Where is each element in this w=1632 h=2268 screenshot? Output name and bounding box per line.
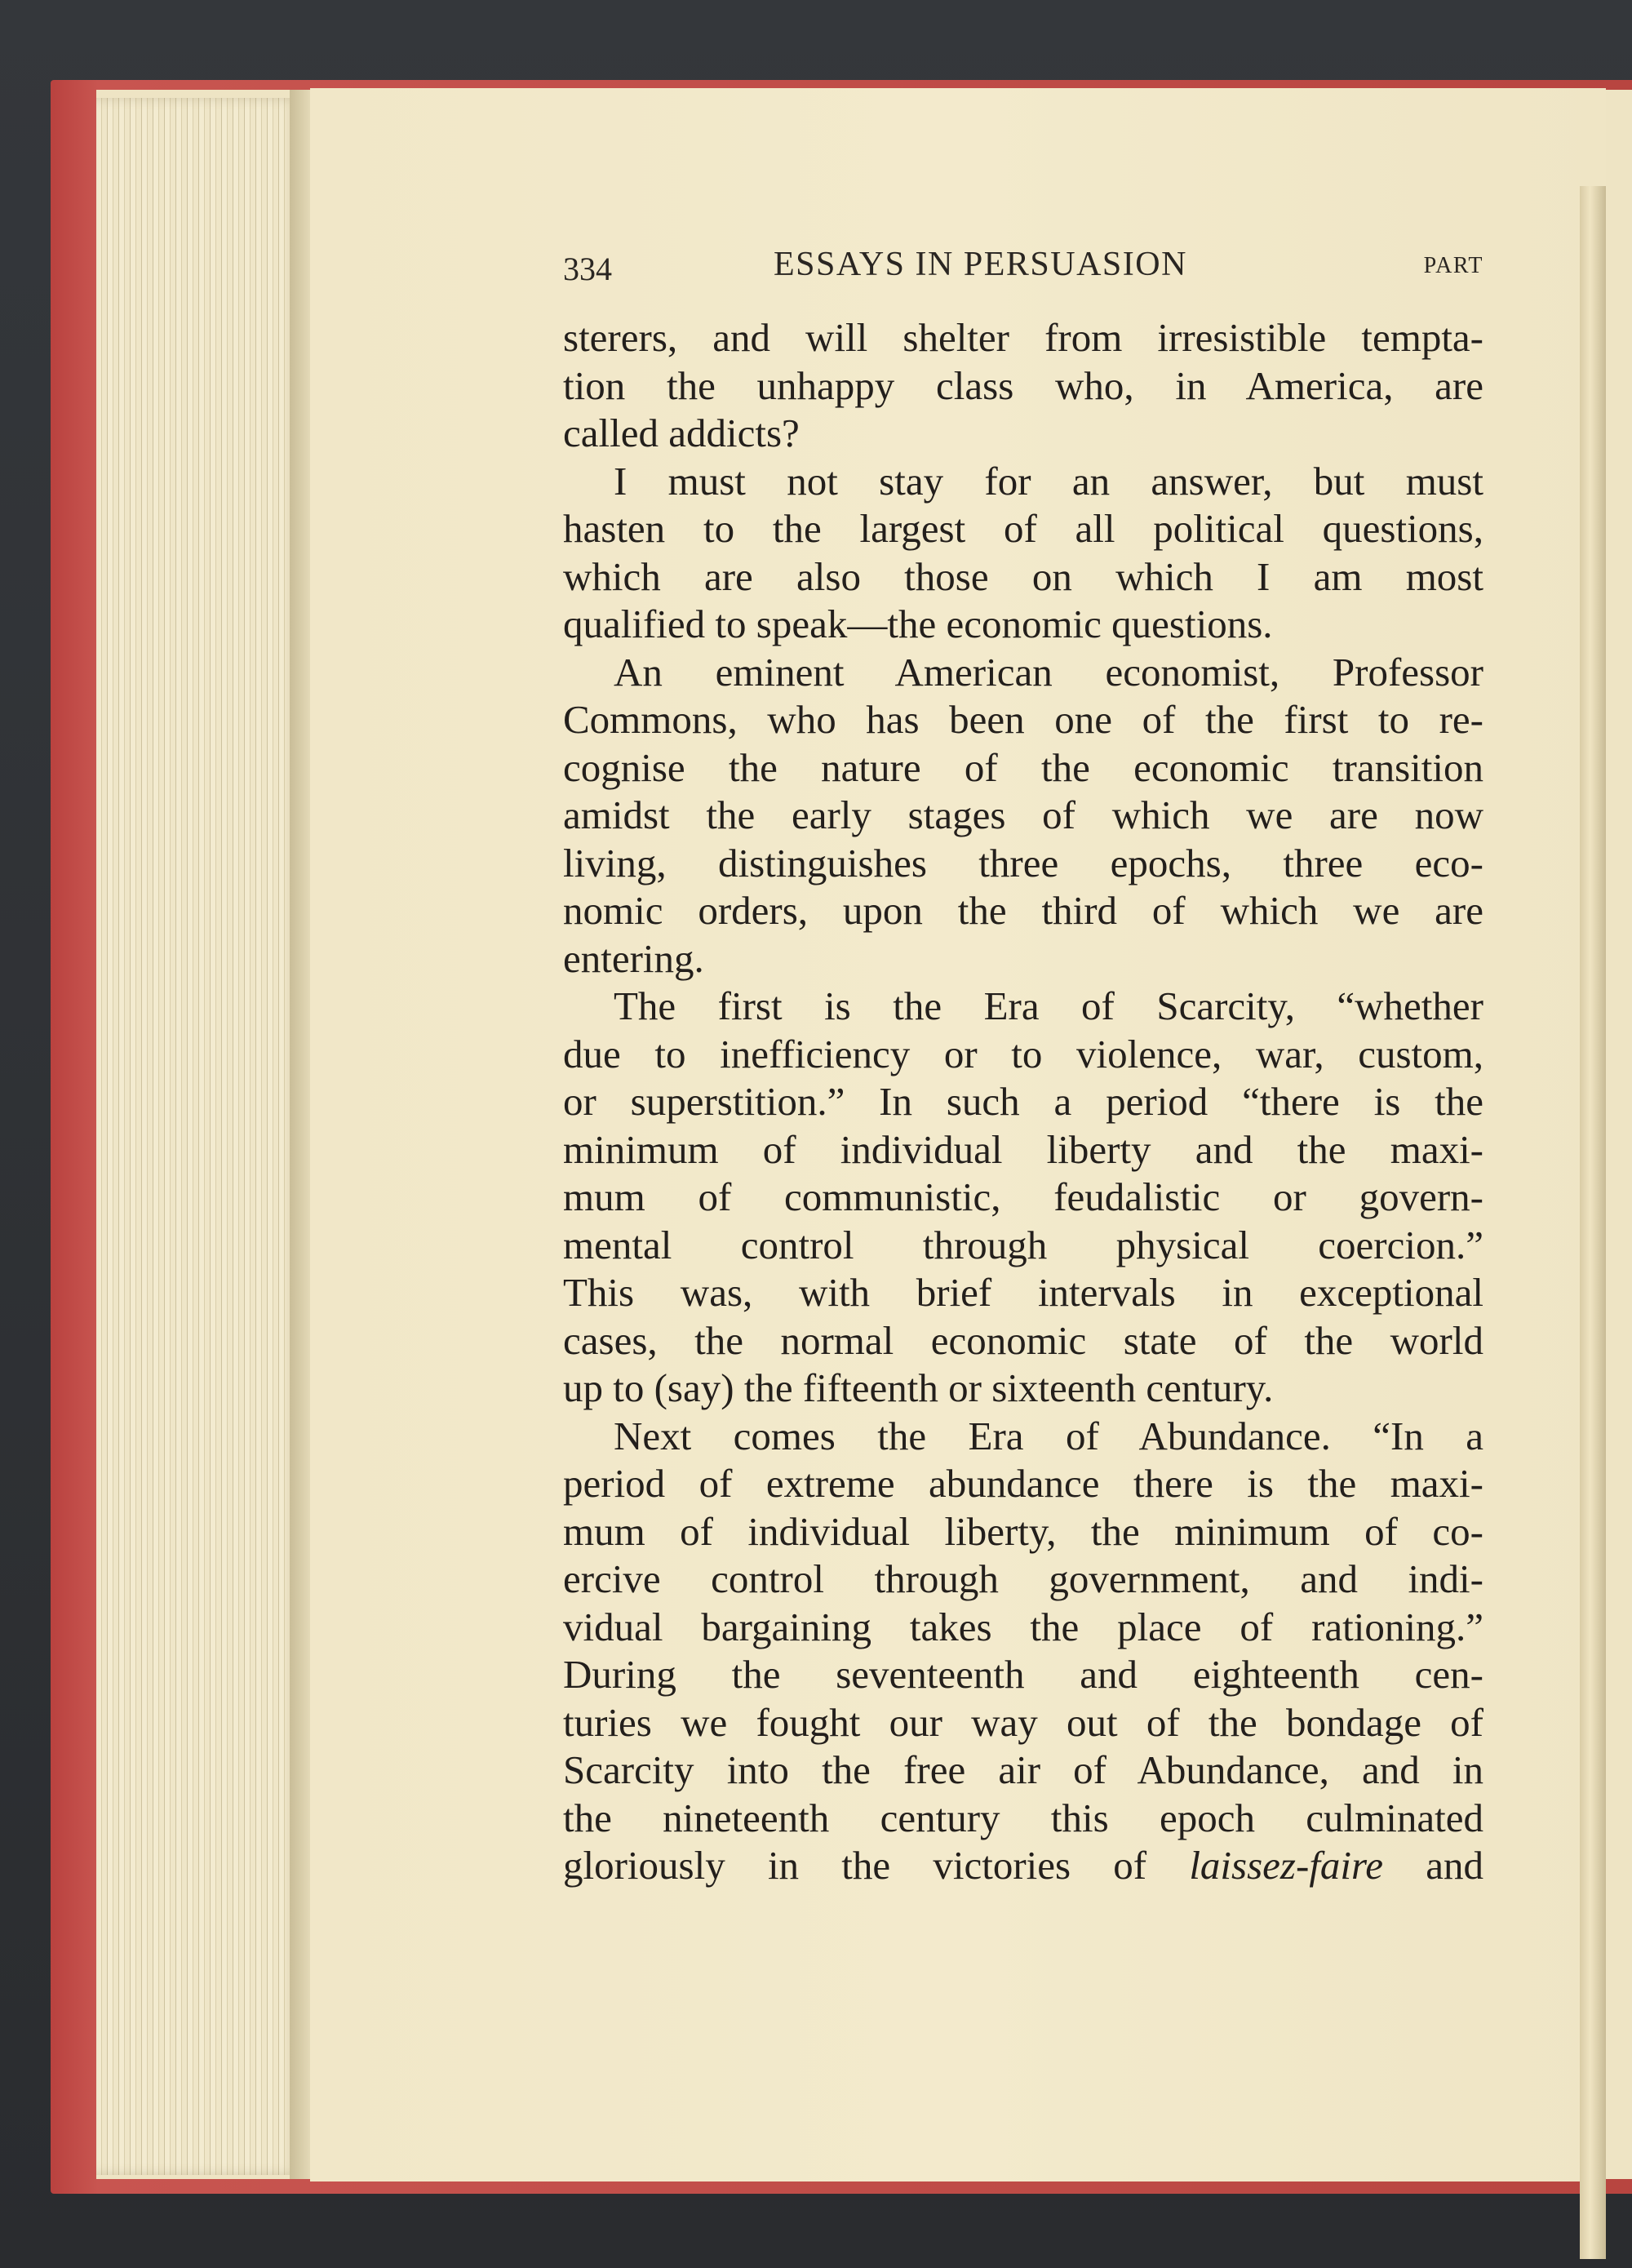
text-line: During the seventeenth and eighteenth cen-	[563, 1652, 1483, 1697]
text-line: cognise the nature of the economic transition	[563, 744, 1483, 790]
text-line: Scarcity into the free air of Abundance, and in	[563, 1747, 1483, 1792]
text-line: or superstition.” In such a period “there is the	[563, 1079, 1483, 1124]
text-line: ercive control through government, and indi-	[563, 1556, 1483, 1601]
text-line: minimum of individual liberty and the maxi-	[563, 1126, 1483, 1172]
text-line: hasten to the largest of all political questions,	[563, 506, 1483, 551]
page-number: 334	[563, 251, 612, 287]
text-line: the nineteenth century this epoch culminated	[563, 1795, 1483, 1840]
text-line: mum of communistic, feudalistic or govern-	[563, 1174, 1483, 1219]
text-line: living, distinguishes three epochs, three eco-	[563, 840, 1483, 885]
text-line: cases, the normal economic state of the world	[563, 1317, 1483, 1363]
text-line: vidual bargaining takes the place of rationing.”	[563, 1604, 1483, 1649]
text-line: mental control through physical coercion.”	[563, 1222, 1483, 1267]
text-line: due to inefficiency or to violence, war, custom,	[563, 1031, 1483, 1076]
text-segment: gloriously in the victories of	[563, 1843, 1147, 1888]
text-line: I must not stay for an answer, but must	[614, 458, 1483, 504]
text-line: Next comes the Era of Abundance. “In a	[614, 1413, 1483, 1458]
text-line: turies we fought our way out of the bondage of	[563, 1699, 1483, 1745]
page-edges	[96, 98, 300, 2175]
text-line: called addicts?	[563, 411, 800, 455]
running-title: ESSAYS IN PERSUASION	[774, 246, 1187, 283]
italic-phrase: laissez-faire	[1189, 1843, 1384, 1888]
text-line: The first is the Era of Scarcity, “whether	[614, 983, 1483, 1028]
text-line: tion the unhappy class who, in America, are	[563, 362, 1483, 408]
facing-page-edge	[1580, 186, 1606, 2259]
part-label: PART	[1423, 253, 1483, 278]
text-line: qualified to speak—the economic questions.	[563, 601, 1273, 646]
text-line: nomic orders, upon the third of which we are	[563, 888, 1483, 933]
text-line-final	[563, 1842, 1483, 1890]
text-line: This was, with brief intervals in exceptional	[563, 1270, 1483, 1315]
text-line: entering.	[563, 935, 704, 981]
text-line: Commons, who has been one of the first to re-	[563, 697, 1483, 742]
body-text	[563, 314, 1483, 1890]
text-line: sterers, and will shelter from irresistible tempta-	[563, 315, 1483, 360]
text-line: up to (say) the fifteenth or sixteenth century.	[563, 1365, 1274, 1410]
text-line: An eminent American economist, Professor	[614, 649, 1483, 695]
running-header	[563, 245, 1483, 294]
text-line: amidst the early stages of which we are now	[563, 792, 1483, 837]
text-line: which are also those on which I am most	[563, 553, 1483, 599]
text-line: period of extreme abundance there is the maxi-	[563, 1461, 1483, 1506]
text-line: mum of individual liberty, the minimum of co-	[563, 1508, 1483, 1554]
text-segment: and	[1426, 1843, 1484, 1888]
